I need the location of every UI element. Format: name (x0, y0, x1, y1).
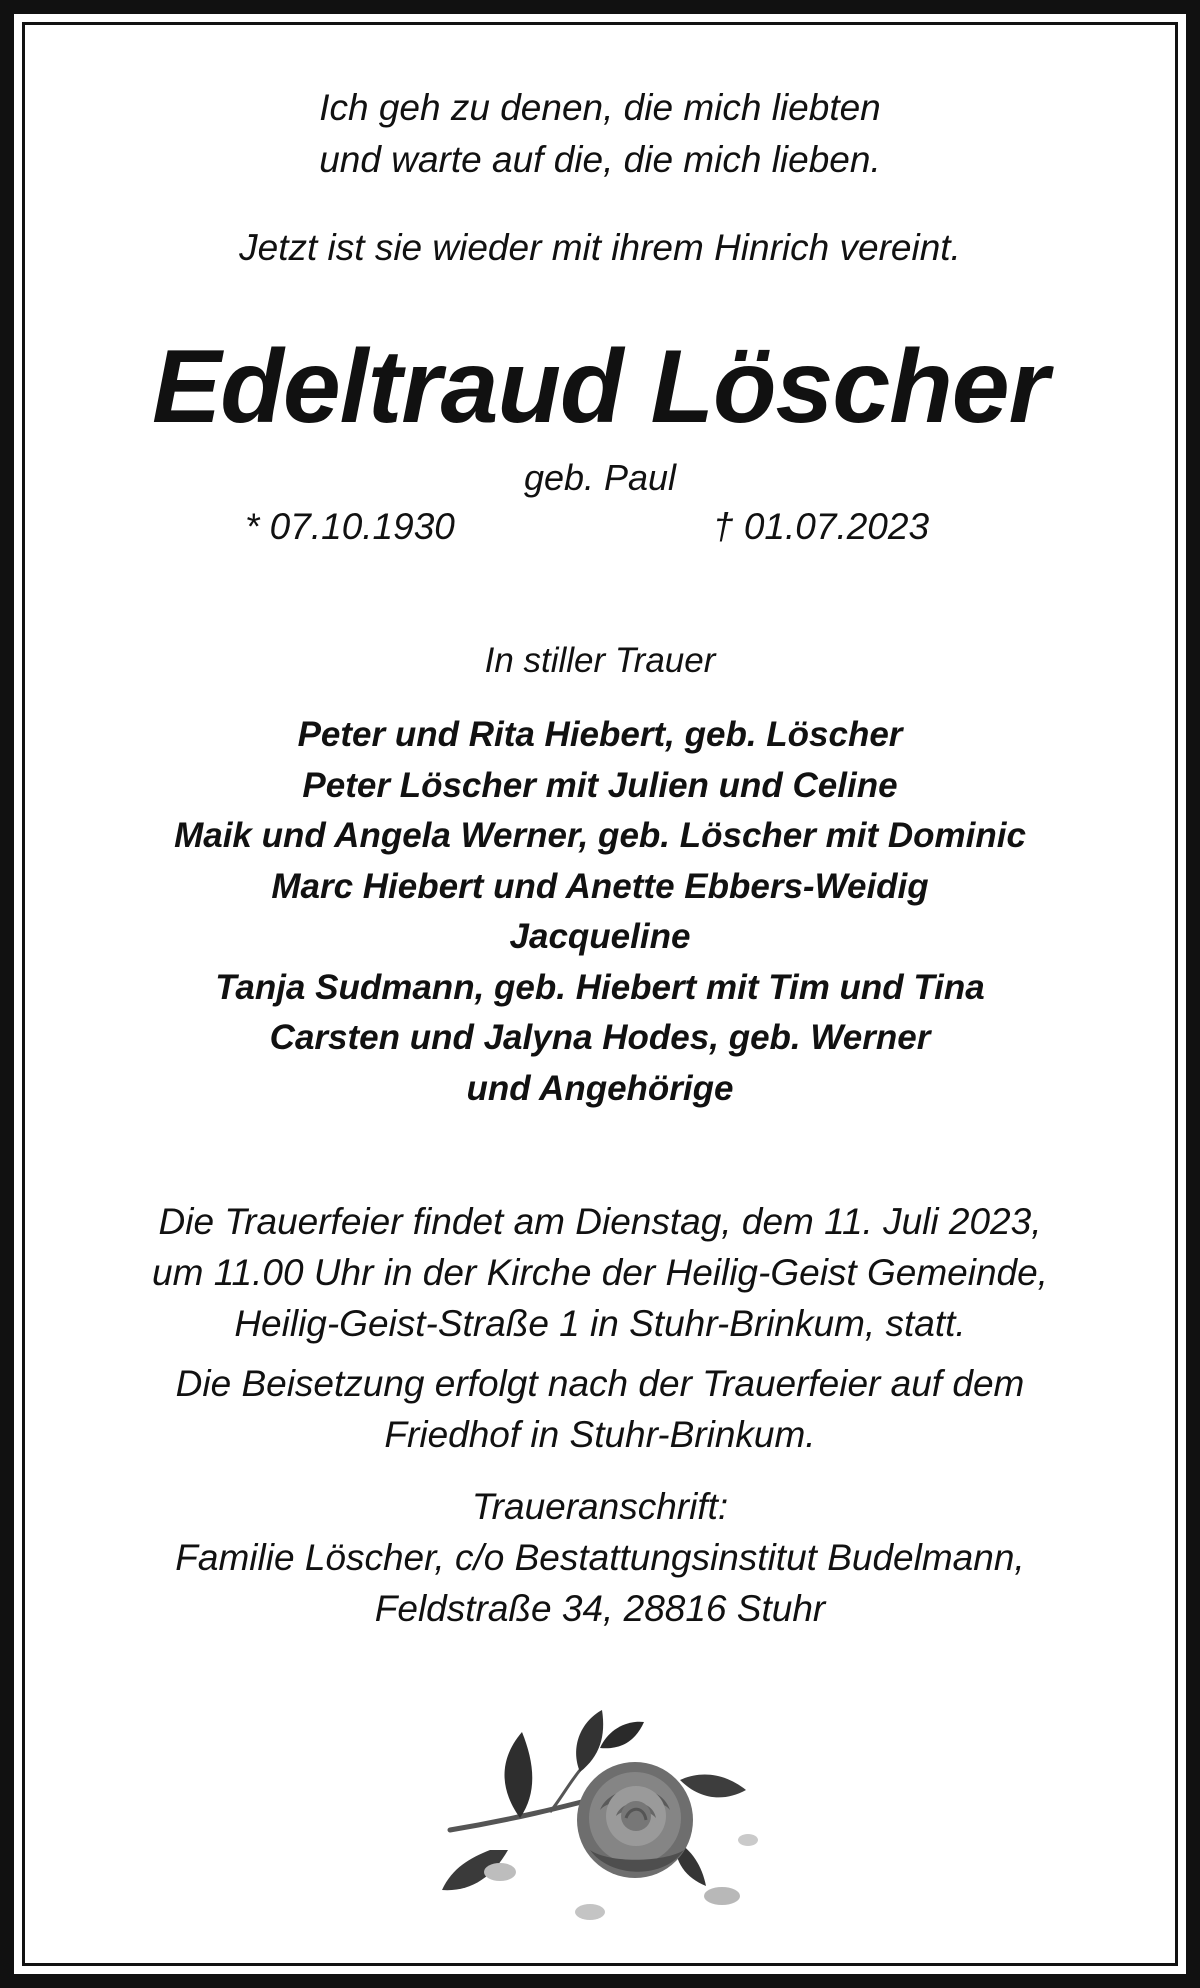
ceremony-line: um 11.00 Uhr in der Kirche der Heilig-Geist Gemeinde, (152, 1252, 1048, 1293)
family-member: Maik und Angela Werner, geb. Löscher mit Dominic (174, 816, 1026, 855)
burial-line: Die Beisetzung erfolgt nach der Trauerfeier auf dem (175, 1363, 1025, 1404)
rose-icon (430, 1700, 780, 1930)
ceremony-line: Heilig-Geist-Straße 1 in Stuhr-Brinkum, statt. (234, 1303, 966, 1344)
family-member: Tanja Sudmann, geb. Hiebert mit Tim und Tina (215, 967, 985, 1007)
life-dates (40, 501, 1160, 553)
deceased-name: Edeltraud Löscher (151, 329, 1049, 445)
address-line: Familie Löscher, c/o Bestattungsinstitut Budelmann, (175, 1537, 1025, 1578)
family-member: Jacqueline (509, 917, 691, 956)
family-member: Peter und Rita Hiebert, geb. Löscher (297, 715, 903, 754)
ceremony-info (40, 1196, 1160, 1349)
burial-info (40, 1358, 1160, 1460)
birth-date: * 07.10.1930 (245, 506, 455, 547)
verse-line: und warte auf die, die mich lieben. (319, 139, 881, 180)
family-member: Marc Hiebert und Anette Ebbers-Weidig (271, 866, 929, 906)
address-line: Feldstraße 34, 28816 Stuhr (374, 1588, 826, 1629)
death-date: † 01.07.2023 (713, 506, 930, 547)
family-member: Peter Löscher mit Julien und Celine (302, 765, 898, 805)
family-list (40, 710, 1160, 1114)
verse-reunion (40, 222, 1160, 274)
ceremony-line: Die Trauerfeier findet am Dienstag, dem 11. Juli 2023, (158, 1201, 1042, 1242)
burial-line: Friedhof in Stuhr-Brinkum. (384, 1414, 816, 1455)
family-member: und Angehörige (466, 1068, 734, 1108)
mourning-header: In stiller Trauer (484, 641, 716, 680)
address-label: Traueranschrift: (471, 1486, 729, 1527)
verse-line: Ich geh zu denen, die mich liebten (319, 87, 881, 128)
verse-line: Jetzt ist sie wieder mit ihrem Hinrich vereint. (239, 227, 961, 268)
verse (40, 82, 1160, 186)
mourning-address (40, 1481, 1160, 1634)
maiden-name: geb. Paul (523, 457, 677, 498)
family-member: Carsten und Jalyna Hodes, geb. Werner (269, 1018, 931, 1057)
